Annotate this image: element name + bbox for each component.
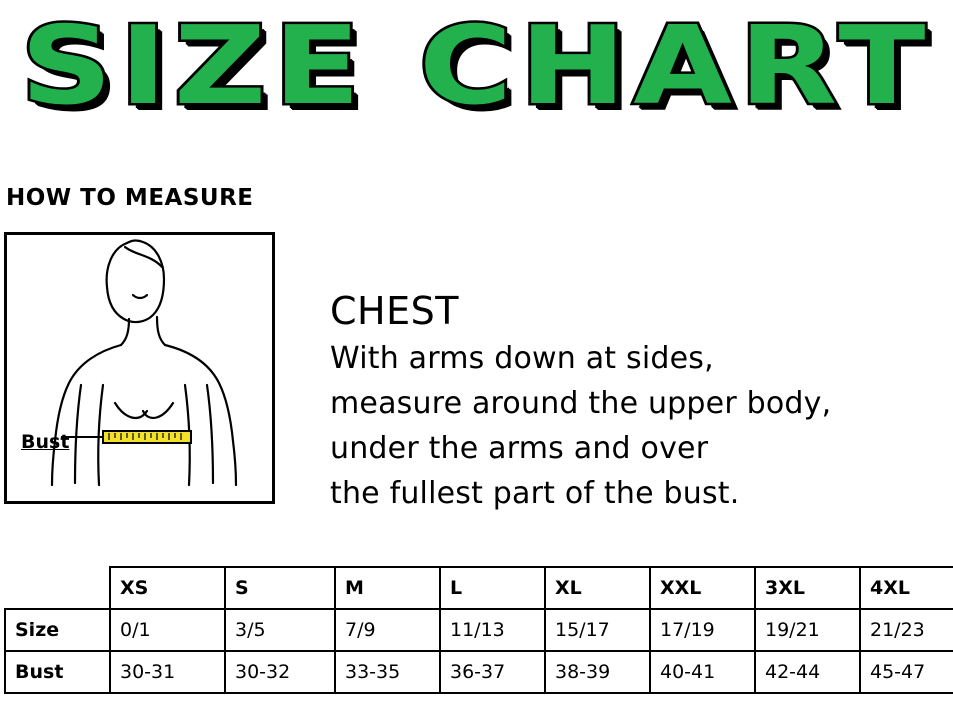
measurement-figure <box>4 232 275 504</box>
table-header-row <box>5 567 953 609</box>
cell-size-m: 7/9 <box>335 609 440 651</box>
cell-size-s: 3/5 <box>225 609 335 651</box>
chest-description-line-4: the fullest part of the bust. <box>330 476 740 511</box>
cell-bust-s: 30-32 <box>225 651 335 693</box>
table-row <box>5 609 953 651</box>
cell-size-xl: 15/17 <box>545 609 650 651</box>
cell-bust-m: 33-35 <box>335 651 440 693</box>
table-header-cell-7: 3XL <box>755 567 860 609</box>
row-label-size: Size <box>5 609 110 651</box>
cell-bust-xxl: 40-41 <box>650 651 755 693</box>
chest-description <box>330 336 930 516</box>
table-header-cell-5: XL <box>545 567 650 609</box>
page-title-banner <box>0 0 953 150</box>
table-row <box>5 651 953 693</box>
cell-bust-l: 36-37 <box>440 651 545 693</box>
table-header-cell-0 <box>5 567 110 609</box>
chest-heading: CHEST <box>330 289 459 333</box>
table-header-cell-8: 4XL <box>860 567 953 609</box>
how-to-measure-heading: HOW TO MEASURE <box>6 185 254 211</box>
chest-description-line-2: measure around the upper body, <box>330 386 832 421</box>
cell-bust-xl: 38-39 <box>545 651 650 693</box>
row-label-bust: Bust <box>5 651 110 693</box>
bust-label: Bust <box>21 431 70 453</box>
tape-measure <box>61 431 191 443</box>
chest-description-block <box>330 288 930 516</box>
cell-size-4xl: 21/23 <box>860 609 953 651</box>
cell-bust-4xl: 45-47 <box>860 651 953 693</box>
table-header-cell-2: S <box>225 567 335 609</box>
female-torso-illustration <box>7 235 272 501</box>
table-header-cell-3: M <box>335 567 440 609</box>
table-header-cell-1: XS <box>110 567 225 609</box>
page-title: SIZE CHART <box>20 4 933 129</box>
chest-description-line-1: With arms down at sides, <box>330 341 714 376</box>
table-header-cell-6: XXL <box>650 567 755 609</box>
cell-bust-3xl: 42-44 <box>755 651 860 693</box>
cell-size-xxl: 17/19 <box>650 609 755 651</box>
chest-description-line-3: under the arms and over <box>330 431 709 466</box>
cell-size-xs: 0/1 <box>110 609 225 651</box>
cell-size-3xl: 19/21 <box>755 609 860 651</box>
cell-size-l: 11/13 <box>440 609 545 651</box>
size-table <box>4 566 953 694</box>
cell-bust-xs: 30-31 <box>110 651 225 693</box>
table-header-cell-4: L <box>440 567 545 609</box>
